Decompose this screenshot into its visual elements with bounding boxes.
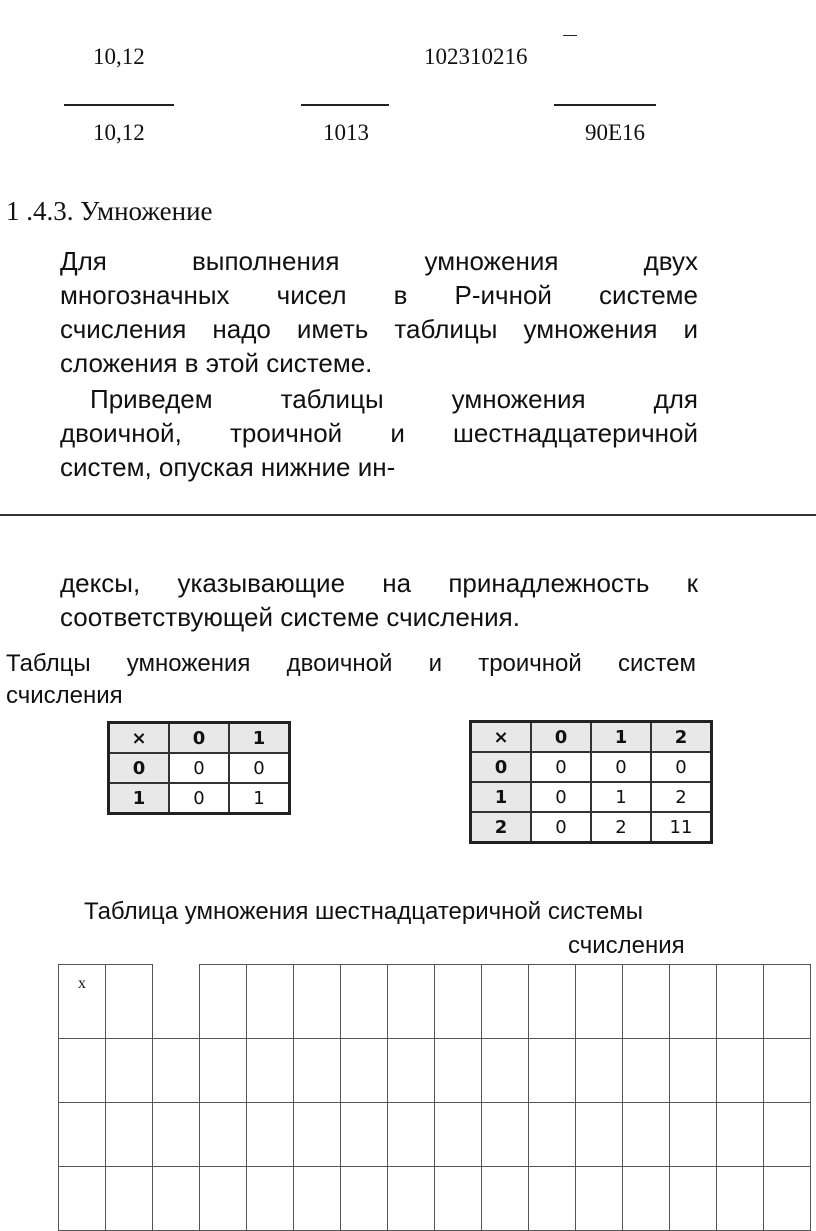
table-cell: 0 xyxy=(531,752,591,782)
tables-caption xyxy=(6,648,696,712)
hex-table-caption-line2: счисления xyxy=(568,932,685,959)
table-cell xyxy=(247,965,294,1039)
table-cell xyxy=(388,965,435,1039)
row-label: 0 xyxy=(471,752,532,782)
paragraph-1 xyxy=(60,244,698,380)
table-cell xyxy=(153,1167,200,1231)
table-cell xyxy=(294,1039,341,1103)
table-cell xyxy=(341,1039,388,1103)
table-cell xyxy=(764,1103,811,1167)
paragraph-3 xyxy=(60,566,698,634)
table-cell: 2 xyxy=(591,812,651,843)
fraction-line-left xyxy=(64,104,174,106)
table-cell xyxy=(670,1039,717,1103)
table-cell xyxy=(388,1103,435,1167)
paragraph-line: Для выполнения умножения двух xyxy=(60,246,698,276)
table-cell xyxy=(670,1103,717,1167)
table-cell: 11 xyxy=(651,812,712,843)
table-cell xyxy=(482,965,529,1039)
table-cell xyxy=(153,1039,200,1103)
table-cell xyxy=(529,1167,576,1231)
table-cell xyxy=(764,1039,811,1103)
table-cell: 0 xyxy=(591,752,651,782)
number-row2-middle: 1013 xyxy=(323,120,369,145)
table-cell xyxy=(59,1103,106,1167)
table-cell xyxy=(623,1103,670,1167)
table-cell xyxy=(482,1167,529,1231)
table-cell xyxy=(435,965,482,1039)
table-corner: х xyxy=(59,965,106,1039)
table-cell xyxy=(153,1103,200,1167)
table-cell: 0 xyxy=(229,753,290,783)
table-cell xyxy=(529,1103,576,1167)
table-cell xyxy=(717,1103,764,1167)
paragraph-line: многозначных чисел в Р-ичной системе xyxy=(60,280,698,310)
number-row1-left: 10,12 xyxy=(93,44,145,69)
table-cell: 1 xyxy=(229,783,290,814)
table-cell xyxy=(482,1039,529,1103)
table-cell xyxy=(576,965,623,1039)
table-cell xyxy=(764,965,811,1039)
table-cell xyxy=(388,1039,435,1103)
page-divider xyxy=(0,514,816,516)
table-corner: × xyxy=(471,722,532,753)
table-cell xyxy=(435,1167,482,1231)
table-cell xyxy=(106,1039,153,1103)
section-heading: 1 .4.3. Умножение xyxy=(6,196,213,226)
table-cell xyxy=(106,1103,153,1167)
row-label: 2 xyxy=(471,812,532,843)
caption-line: счисления xyxy=(6,682,123,709)
paragraph-line: соответствующей системе счисления. xyxy=(60,602,520,632)
row-label: 0 xyxy=(109,753,170,783)
table-cell xyxy=(670,1167,717,1231)
table-cell xyxy=(59,1039,106,1103)
number-row1-right: 102310216 xyxy=(424,44,528,69)
paragraph-line: сложения в этой системе. xyxy=(60,348,373,378)
table-cell xyxy=(717,1039,764,1103)
table-cell xyxy=(294,1167,341,1231)
table-cell: 0 xyxy=(169,783,229,814)
table-cell xyxy=(388,1167,435,1231)
table-cell xyxy=(294,965,341,1039)
table-cell: 1 xyxy=(591,782,651,812)
paragraph-line: счисления надо иметь таблицы умножения и xyxy=(60,314,698,344)
table-cell: 2 xyxy=(651,782,712,812)
table-cell xyxy=(623,1167,670,1231)
table-cell xyxy=(200,1103,247,1167)
header-cell: 0 xyxy=(531,722,591,753)
binary-multiplication-table xyxy=(107,721,291,815)
table-cell: 0 xyxy=(531,782,591,812)
table-cell xyxy=(153,965,200,1039)
table-cell xyxy=(529,1039,576,1103)
table-cell xyxy=(294,1103,341,1167)
table-cell xyxy=(200,965,247,1039)
table-cell xyxy=(623,965,670,1039)
table-cell xyxy=(623,1039,670,1103)
table-cell xyxy=(247,1103,294,1167)
table-cell xyxy=(200,1039,247,1103)
header-cell: 1 xyxy=(229,723,290,754)
table-cell xyxy=(482,1103,529,1167)
table-cell: 0 xyxy=(531,812,591,843)
table-cell xyxy=(529,965,576,1039)
header-cell: 0 xyxy=(169,723,229,754)
table-cell xyxy=(247,1039,294,1103)
number-row2-left: 10,12 xyxy=(93,120,145,145)
table-cell xyxy=(106,1167,153,1231)
table-corner: × xyxy=(109,723,170,754)
table-cell xyxy=(576,1103,623,1167)
hex-table-caption-line1: Таблица умножения шестнадцатеричной системы xyxy=(84,898,644,925)
row-label: 1 xyxy=(109,783,170,814)
overline-mark xyxy=(563,35,577,36)
fraction-line-right xyxy=(554,104,656,106)
table-cell xyxy=(341,965,388,1039)
table-cell xyxy=(764,1167,811,1231)
row-label: 1 xyxy=(471,782,532,812)
header-cell: 1 xyxy=(591,722,651,753)
paragraph-line: систем, опуская нижние ин- xyxy=(60,452,396,482)
table-cell xyxy=(576,1039,623,1103)
caption-line: Таблцы умножения двоичной и троичной систем xyxy=(6,650,696,677)
table-cell xyxy=(576,1167,623,1231)
table-cell xyxy=(435,1039,482,1103)
hex-multiplication-table xyxy=(58,964,811,1231)
table-cell xyxy=(106,965,153,1039)
header-cell: 2 xyxy=(651,722,712,753)
table-cell xyxy=(435,1103,482,1167)
ternary-multiplication-table xyxy=(469,720,713,844)
table-cell xyxy=(717,1167,764,1231)
table-cell xyxy=(341,1103,388,1167)
fraction-line-middle xyxy=(301,104,389,106)
table-cell xyxy=(670,965,717,1039)
table-cell xyxy=(247,1167,294,1231)
paragraph-line: дексы, указывающие на принадлежность к xyxy=(60,568,698,598)
table-cell xyxy=(200,1167,247,1231)
number-row2-right: 90E16 xyxy=(585,120,646,145)
paragraph-2 xyxy=(60,382,698,484)
paragraph-line: двоичной, троичной и шестнадцатеричной xyxy=(60,418,698,448)
table-cell: 0 xyxy=(651,752,712,782)
table-cell: 0 xyxy=(169,753,229,783)
table-cell xyxy=(59,1167,106,1231)
paragraph-line: Приведем таблицы умножения для xyxy=(90,384,698,414)
table-cell xyxy=(717,965,764,1039)
table-cell xyxy=(341,1167,388,1231)
